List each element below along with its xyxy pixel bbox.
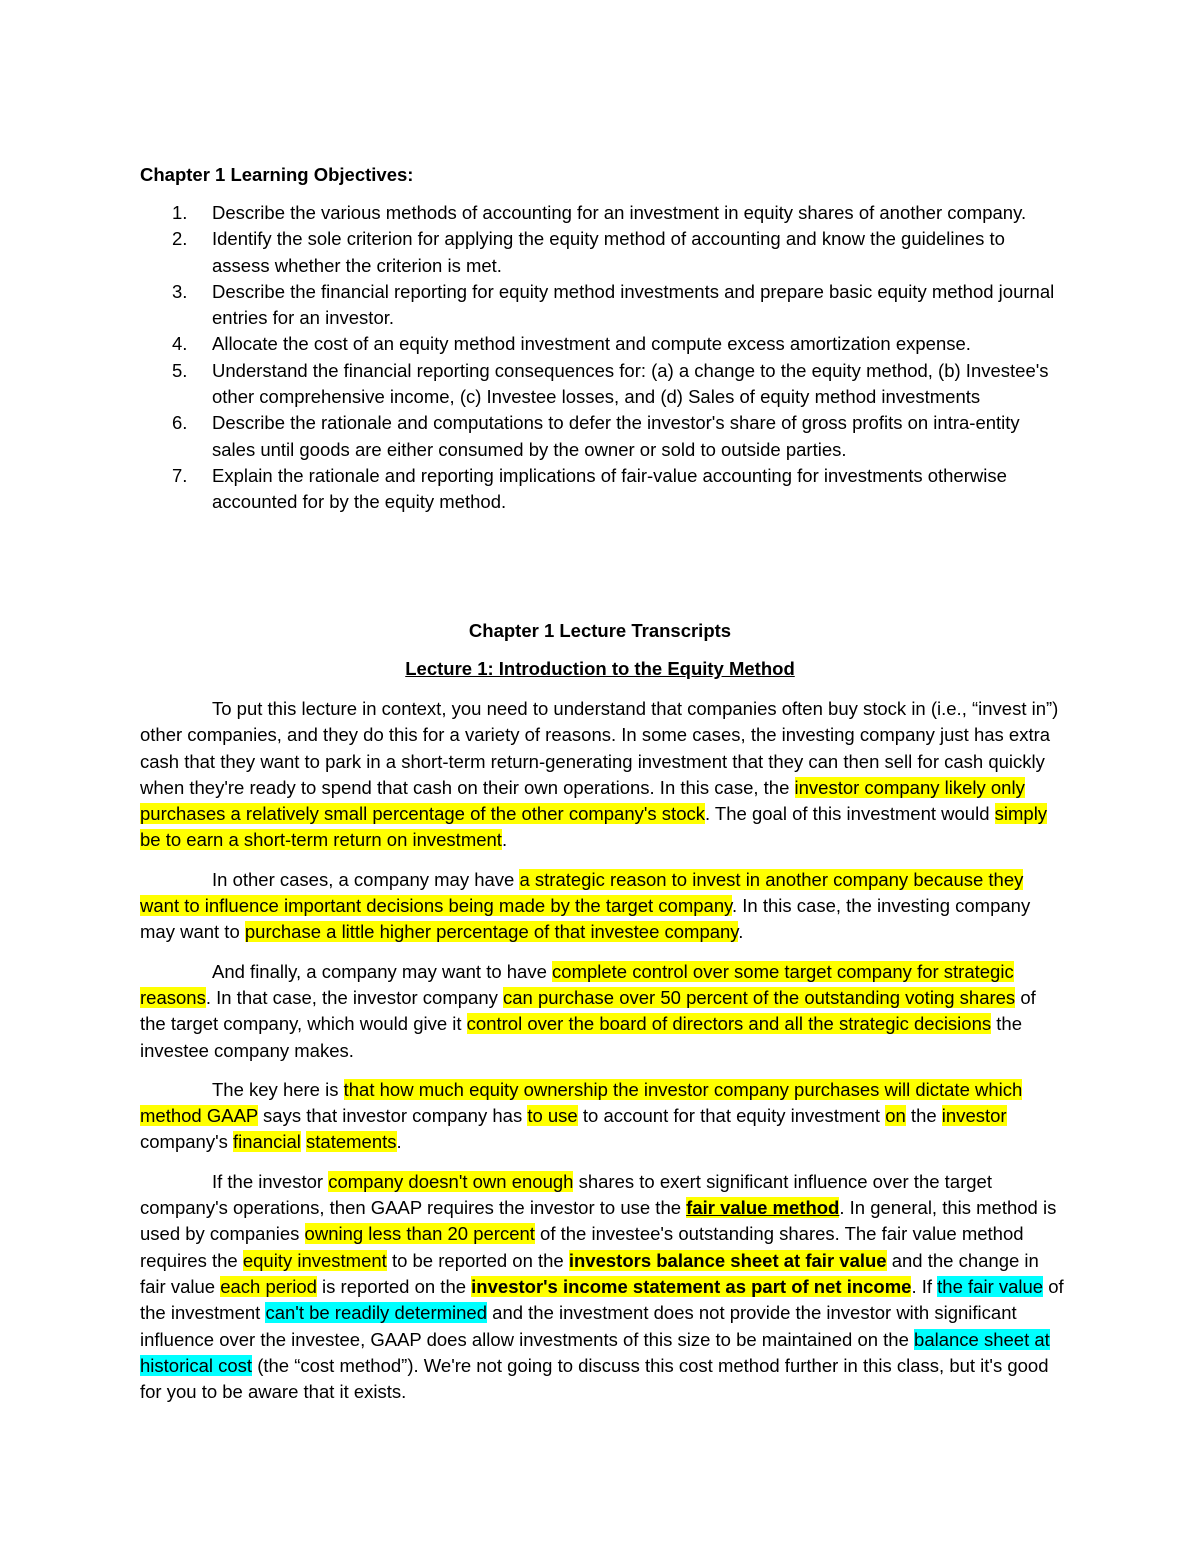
highlight-yellow: investors balance sheet at fair value: [568, 1249, 887, 1271]
list-item-number: 5.: [172, 359, 188, 381]
list-item-text: Describe the various methods of accounting for an investment in equity shares of another company.: [212, 202, 1027, 223]
text-run: company's: [140, 1131, 233, 1153]
text-run: .: [396, 1131, 402, 1153]
highlight-yellow: owning less than 20 percent: [304, 1223, 535, 1245]
highlight-yellow: to use: [527, 1105, 578, 1127]
objectives-heading: Chapter 1 Learning Objectives:: [140, 164, 414, 185]
text-run: of the investee's outstanding shares. The fair value method requires the: [140, 1223, 1024, 1271]
highlight-yellow: investor's income statement as part of net income: [471, 1275, 912, 1297]
paragraph: [140, 696, 1065, 854]
highlight-cyan: can't be readily determined: [265, 1302, 488, 1324]
list-item: [140, 410, 1060, 463]
text-run: the investee company makes.: [140, 1013, 1022, 1061]
list-item-text: Identify the sole criterion for applying the equity method of accounting and know the guidelines to assess whether the criterion is met.: [212, 228, 1005, 276]
text-run: .: [738, 921, 744, 943]
list-item-number: 2.: [172, 228, 188, 250]
text-run: . In this case, the investing company may want to: [140, 895, 1031, 943]
highlight-yellow: that how much equity ownership the investor company purchases will dictate which method GAAP: [140, 1078, 1023, 1127]
objectives-list: [140, 200, 1060, 516]
text-run: to account for that equity investment: [577, 1105, 886, 1127]
list-item: [140, 200, 1060, 226]
highlight-yellow: equity investment: [242, 1249, 387, 1271]
highlight-yellow: company doesn't own enough: [328, 1170, 574, 1192]
lecture-title: Lecture 1: Introduction to the Equity Method: [405, 658, 795, 679]
highlight-yellow: can purchase over 50 percent of the outstanding voting shares: [503, 986, 1016, 1008]
highlight-yellow: investor company likely only purchases a relatively small percentage of the other company's stock: [140, 776, 1025, 825]
list-item: [140, 358, 1060, 411]
highlight-yellow: complete control over some target company for strategic reasons: [140, 960, 1014, 1008]
text-run: (the “cost method”). We're not going to discuss this cost method further in this class, but it's good for you to be aware that it exists.: [140, 1354, 1049, 1403]
list-item-text: Understand the financial reporting consequences for: (a) a change to the equity method, (b) Investee's other comprehensive income, (c) Investee losses, and (d) Sales of equity method investments: [212, 359, 1049, 408]
list-item-number: 6.: [172, 412, 188, 434]
highlight-yellow: fair value method: [686, 1197, 840, 1219]
text-run: and the investment does not provide the investor with significant influence over the investee, GAAP does allow investments of this size to be maintained on the: [140, 1302, 1017, 1350]
paragraph: [140, 959, 1065, 1064]
transcripts-title: Chapter 1 Lecture Transcripts: [468, 620, 732, 641]
paragraph: [140, 1169, 1065, 1406]
highlight-yellow: investor: [941, 1105, 1007, 1127]
text-run: To put this lecture in context, you need to understand that companies often buy stock in (i.e., “invest in”) other companies, and they do this for a variety of reasons. In some cases, the investing company just has extra cash that they want to park in a short-term return-generating investment that they can then sell for cash quickly when they're ready to spend that cash on their own operations. In this case, the: [140, 698, 1059, 798]
text-run: and the change in fair value: [140, 1249, 1039, 1297]
highlight-yellow: purchase a little higher percentage of that investee company: [244, 921, 739, 943]
highlight-yellow: a strategic reason to invest in another company because they want to influence important decisions being made by the target company: [140, 868, 1024, 917]
highlight-cyan: balance sheet at historical cost: [140, 1328, 1050, 1376]
list-item-number: 4.: [172, 333, 188, 355]
text-run: of the investment: [140, 1275, 1064, 1324]
highlight-cyan: the fair value: [937, 1275, 1044, 1297]
highlight-yellow: simply be to earn a short-term return on investment: [140, 803, 1048, 851]
highlight-yellow: control over the board of directors and all the strategic decisions: [466, 1013, 992, 1035]
text-run: to be reported on the: [386, 1249, 569, 1271]
text-run: shares to exert significant influence over the target company's operations, then GAAP requires the investor to use the: [140, 1170, 992, 1219]
highlight-yellow: financial: [233, 1131, 301, 1153]
text-run: . The goal of this investment would: [704, 803, 995, 825]
list-item-number: 1.: [172, 202, 188, 223]
paragraph: [140, 1077, 1065, 1156]
text-run: .: [501, 829, 508, 851]
list-item-number: 3.: [172, 280, 188, 302]
text-run: In other cases, a company may have: [212, 868, 520, 890]
list-item-text: Explain the rationale and reporting implications of fair-value accounting for investments otherwise accounted for by the equity method.: [212, 464, 1007, 513]
list-item-text: Describe the financial reporting for equity method investments and prepare basic equity method journal entries for an investor.: [212, 280, 1055, 329]
list-item-text: Allocate the cost of an equity method investment and compute excess amortization expense.: [212, 333, 971, 355]
text-run: If the investor: [212, 1170, 329, 1192]
lecture-body: [140, 696, 1065, 1418]
list-item-text: Describe the rationale and computations to defer the investor's share of gross profits on intra-entity sales until goods are either consumed by the owner or sold to outside parties.: [212, 412, 1020, 460]
text-run: is reported on the: [316, 1275, 472, 1297]
text-run: says that investor company has: [257, 1105, 528, 1127]
text-run: of the target company, which would give it: [140, 986, 1036, 1035]
highlight-yellow: each period: [220, 1275, 317, 1297]
list-item: [140, 331, 1060, 357]
list-item: [140, 279, 1060, 332]
text-run: . In that case, the investor company: [205, 986, 504, 1008]
text-run: . If: [911, 1275, 938, 1297]
text-run: The key here is: [212, 1078, 344, 1100]
list-item: [140, 226, 1060, 279]
highlight-yellow: on: [885, 1105, 906, 1127]
highlight-yellow: statements: [306, 1131, 397, 1153]
list-item-number: 7.: [172, 464, 188, 486]
text-run: the: [905, 1105, 942, 1127]
paragraph: [140, 867, 1065, 946]
list-item: [140, 463, 1060, 516]
text-run: . In general, this method is used by companies: [140, 1197, 1057, 1245]
text-run: And finally, a company may want to have: [212, 960, 553, 982]
